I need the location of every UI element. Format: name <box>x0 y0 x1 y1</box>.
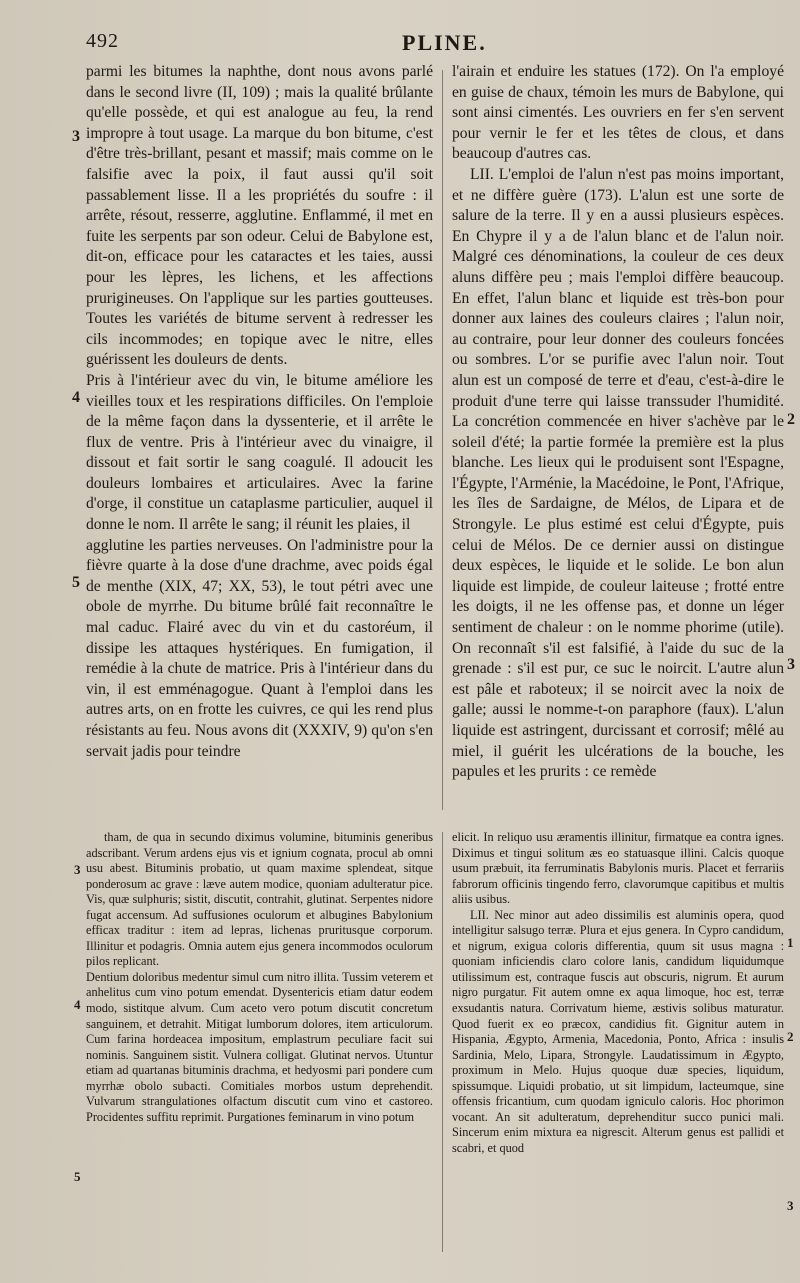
section-number: 2 <box>787 1029 794 1044</box>
latin-left-paragraph: tham, de qua in secundo diximus volumine, bituminis generibus adscribant. Verum ardens ejus vis et ignium cognata, procul ab omni usu abest. Bituminis probatio, ut quam maxime splendeat, sitque ponderosum ac grave : læve autem modice, quoniam adulteratur pice. Vis, quæ sulphuris; sistit, discutit, contrahit, glutinat. Serpentes nidore fugat accensum. Ad suffusiones oculorum et albugines Babylonium efficax traditur : item ad lepras, lichenas pruritusque corporum. Illinitur et podagris. Omnia autem ejus genera incommodos oculorum pilos replicant. <box>86 830 433 969</box>
french-left-paragraph: parmi les bitumes la naphthe, dont nous avons parlé dans le second livre (II, 109) ; mais la qualité brûlante qu'elle possède, et qui est analogue au feu, la rend impropre à tout usage. La marque du bon bitume, c'est d'être très-brillant, pesant et massif; mais comme on le falsifie avec la poix, il faut aussi qu'il soit passablement lisse. Il a les propriétés du soufre : il arrête, résout, resserre, agglutine. Enflammé, il met en fuite les serpents par son odeur. Celui de Babylone est, dit-on, efficace pour les cataractes et les taies, aussi pour les lèpres, les lichens, et les affections prurigineuses. On l'applique sur les parties goutteuses. Toutes les variétés de bitume servent à redresser les cils incommodes; en topique avec le nitre, elles guérissent les douleurs de dents. <box>86 63 433 369</box>
section-number: 5 <box>72 574 80 591</box>
section-number: 2 <box>787 411 795 428</box>
section-number: 3 <box>74 862 81 877</box>
latin-left-column <box>86 830 433 1125</box>
latin-left-paragraph: Dentium doloribus medentur simul cum nitro illita. Tussim veterem et anhelitus cum vino potum emendat. Dysentericis etiam datur eodem modo, sistitque alvum. Cum aceto vero potum discutit concretum sanguinem, et detrahit. Mitigat lumborum dolores, item articulorum. Cum farina hordeacea impositum, emplastrum peculiare facit sui nominis. Sanguinem sistit. Vulnera colligat. Glutinat nervos. Utuntur etiam ad quartanas bituminis drachma, et hedyosmi pari pondere cum myrrhæ obolo subacti. Comitiales morbos ustum deprehendit. Vulvarum strangulationes olfactum discutit cum vino et castoreo. Procidentes suffitu reprimit. Purgationes feminarum in vino potum <box>86 969 433 1124</box>
french-right-paragraph: l'airain et enduire les statues (172). On l'a employé en guise de chaux, témoin les murs de Babylone, qui sont ainsi cimentés. Les ouvriers en fer s'en servent pour vernir le fer et les têtes de clous, et dans beaucoup d'autres cas. <box>452 63 784 163</box>
column-rule-bottom <box>442 832 443 1252</box>
section-number: 1 <box>787 935 794 950</box>
french-left-paragraph: Pris à l'intérieur avec du vin, le bitume améliore les vieilles toux et les respirations difficiles. On l'emploie de la même façon dans la dyssenterie, et il arrête le flux de ventre. Pris à l'intérieur avec du vinaigre, il dissout et fait sortir le sang coagulé. Il adoucit les douleurs lombaires et articulaires. Avec la farine d'orge, il constitue un cataplasme particulier, auquel il donne le nom. Il arrête le sang; il réunit les plaies, il <box>86 371 433 534</box>
running-head: PLINE. <box>402 30 487 55</box>
section-number: 3 <box>72 128 80 145</box>
column-rule-top <box>442 70 443 810</box>
french-left-paragraph: agglutine les parties nerveuses. On l'administre pour la fièvre quarte à la dose d'une drachme, avec poids égal de menthe (XIX, 47; XX, 53), le tout pétri avec une obole de myrrhe. Du bitume brûlé fait reconnaître le mal caduc. Flairé avec du vin et du castoréum, il dissipe les attaques hystériques. En fumigation, il remédie à la chute de matrice. Pris à l'intérieur dans du vin, il est emménagogue. Quant à l'emploi dans les autres arts, on en frotte les cuivres, ce qui les rend plus résistants au feu. Nous avons dit (XXXIV, 9) qu'on s'en servait jadis pour teindre <box>86 536 433 760</box>
latin-right-paragraph: LII. Nec minor aut adeo dissimilis est aluminis opera, quod intelligitur salsugo terræ. Plura et ejus genera. In Cypro candidum, et nigrum, exigua coloris differentia, quum sit usus magna : quoniam inficiendis claro colore lanis, candidum liquidumque utilissimum est, contraque fuscis aut obscuris, nigrum. Et aurum nigro purgatur. Fit autem omne ex aqua limoque, hoc est, terræ exsudantis natura. Corrivatum hieme, æstivis solibus maturatur. Quod fuerit ex eo præcox, candidius fit. Gignitur autem in Hispania, Ægypto, Armenia, Macedonia, Ponto, Africa : insulis Sardinia, Melo, Lipara, Strongyle. Laudatissimum in Ægypto, proximum in Melo. Hujus quoque duæ species, liquidum, spissumque. Liquidi probatio, ut sit limpidum, lacteumque, sine offensis fricantium, cum quodam igniculo caloris. Hoc phorimon vocant. An sit adulteratum, deprehenditur succo punici mali. Sincerum enim mixtura ea nigrescit. Alterum genus est pallidi et scabri, et quod <box>452 907 784 1155</box>
latin-right-column <box>452 830 784 1156</box>
page-header <box>0 30 800 56</box>
french-left-column <box>86 62 433 762</box>
section-number: 4 <box>72 389 80 406</box>
french-right-column <box>452 62 784 783</box>
section-number: 5 <box>74 1169 81 1184</box>
section-number: 3 <box>787 1198 794 1213</box>
section-number: 4 <box>74 997 81 1012</box>
french-right-paragraph: LII. L'emploi de l'alun n'est pas moins important, et ne diffère guère (173). L'alun est une sorte de salure de la terre. Il y en a aussi plusieurs espèces. En Chypre il y a de l'alun blanc et de l'alun noir. Malgré ces dénominations, la couleur de ces deux aluns diffère peu ; mais l'emploi diffère beaucoup. En effet, l'alun blanc et liquide est très-bon pour donner aux laines des couleurs claires ; l'alun noir, au contraire, pour leur donner des couleurs foncées ou sombres. L'or se purifie avec l'alun noir. Tout alun est un composé de terre et d'eau, c'est-à-dire le produit d'une terre qui laisse transsuder l'humidité. La concrétion commencée en hiver s'achève par le soleil d'été; la partie formée la première est la plus blanche. Les lieux qui le produisent sont l'Espagne, l'Égypte, l'Arménie, la Macédoine, le Pont, l'Afrique, les îles de Sardaigne, de Mélos, de Lipara et de Strongyle. Le plus estimé est celui d'Égypte, puis celui de Mélos. De ce dernier aussi on distingue deux espèces, le liquide et le solide. Le bon alun liquide est limpide, de couleur laiteuse ; frotté entre les doigts, il ne les offense pas, et donne un léger sentiment de chaleur : on le nomme phorime (utile). On reconnaît s'il est falsifié, à l'aide du suc de la grenade : s'il est pur, ce suc le noircit. L'autre alun est pâle et raboteux; il se noircit avec la noix de galle; aussi le nomme-t-on paraphore (faux). L'alun liquide est astringent, durcissant et corrosif; mêlé au miel, il guérit les ulcérations de la bouche, les papules et les prurits : ce remède <box>452 165 784 781</box>
latin-right-paragraph: elicit. In reliquo usu æramentis illinitur, firmatque ea contra ignes. Diximus et tingui solitum æs eo statuasque illini. Calcis quoque usum præbuit, ita ferruminatis Babylonis muris. Placet et ferrariis fabrorum officinis tingendo ferro, clavorumque capitibus et multis aliis usibus. <box>452 830 784 907</box>
page-number: 492 <box>86 30 119 52</box>
section-number: 3 <box>787 656 795 673</box>
